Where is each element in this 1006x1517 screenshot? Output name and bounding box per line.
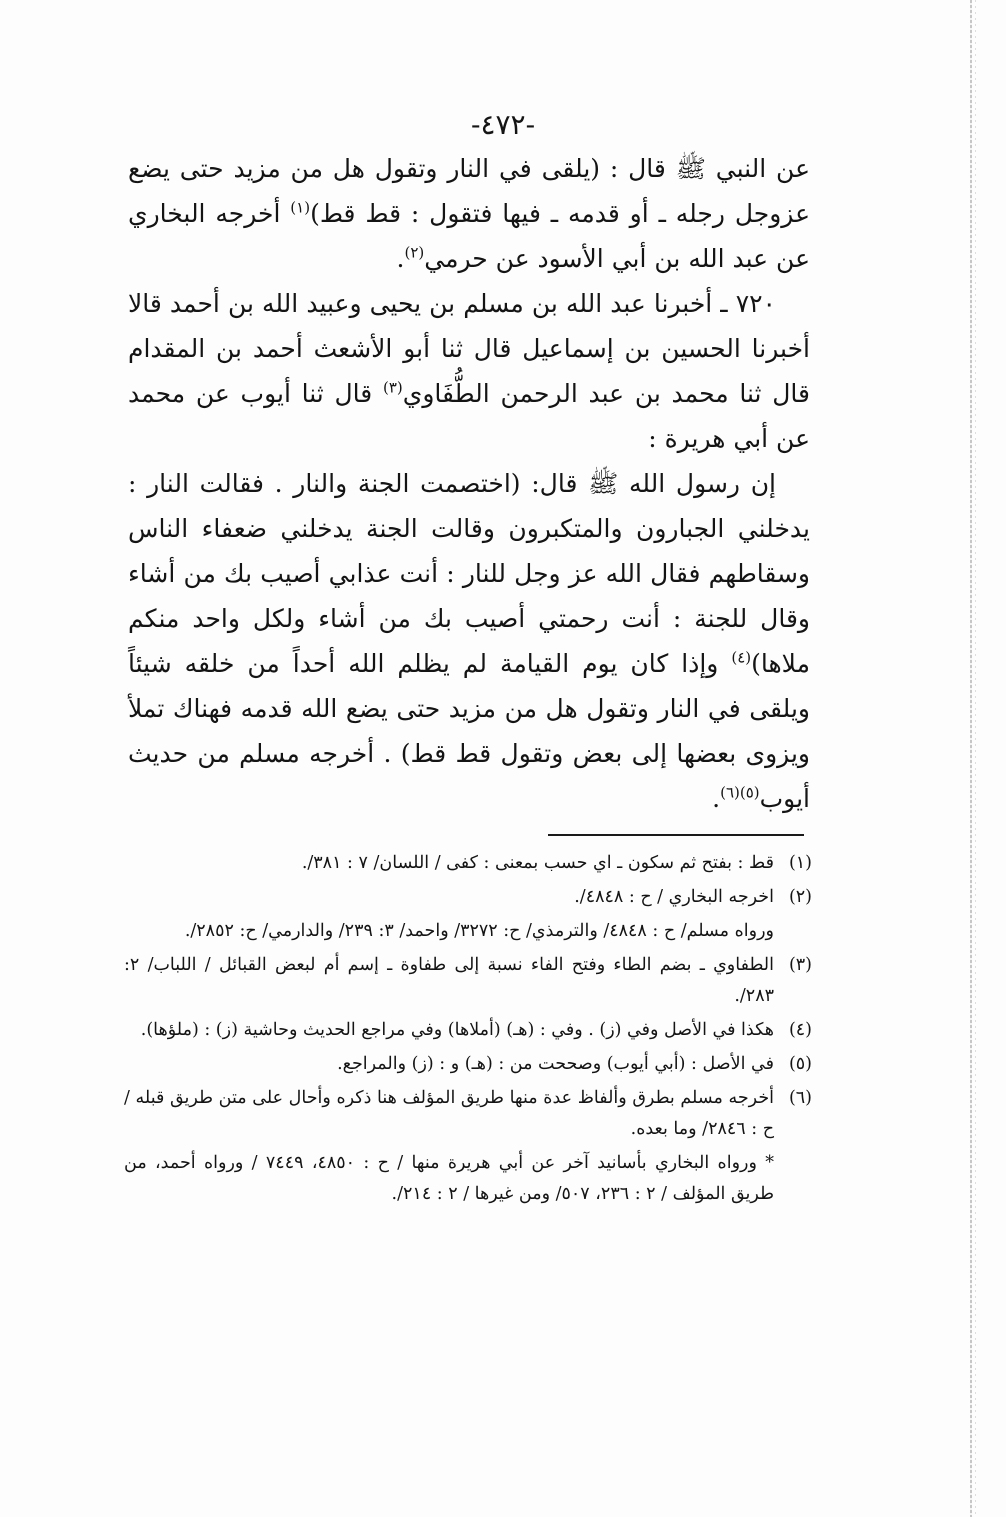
footnote-ref-5[interactable]: (٥) [739,783,760,802]
footnote-separator [548,834,804,836]
footnote-6-text: أخرجه مسلم بطرق وألفاظ عدة منها طريق المؤلف هنا ذكره وأحال على متن طريق قبله / ح : ٢٨٤٦/ وما بعده. [124,1088,774,1139]
footnote-3-number: (٣) [788,955,812,975]
footnote-3-text: الطفاوي ـ بضم الطاء وفتح الفاء نسبة إلى طفاوة ـ إسم أم لبعض القبائل / اللباب/ ٢: ٢٨٣/. [124,955,774,1006]
scan-edge-line [970,0,972,1517]
footnote-ref-1[interactable]: (١) [290,198,311,217]
paragraph-3-end: . [712,784,721,813]
footnote-ref-3[interactable]: (٣) [382,378,403,397]
footnote-3 [124,950,812,1012]
paragraph-1-end: . [396,244,405,273]
footnote-ref-2[interactable]: (٢) [404,243,425,262]
footnote-2-continuation: ورواه مسلم/ ح : ٤٨٤٨/ والترمذي/ ح: ٣٢٧٢/ واحمد/ ٣: ٢٣٩/ والدارمي/ ح: ٢٨٥٢/. [184,921,774,941]
paragraph-3-text-a: إن رسول الله ﷺ قال: (اختصمت الجنة والنار . فقالت النار : يدخلني الجبارون والمتكبرون وقالت الجنة يدخلني ضعفاء الناس وسقاطهم فقال الله عز وجل للنار : أنت عذابي أصيب بك من أشاء وقال للجنة : أنت رحمتي أصيب بك من أشاء ولكل واحد منكم ملاها) [128,469,810,678]
paragraph-1-text-b: أخرجه البخاري عن عبد الله بن أبي الأسود عن حرمي [128,199,810,273]
footnote-5-text: في الأصل : (أبي أيوب) وصححت من : (هـ) و : (ز) والمراجع. [337,1054,774,1074]
footnote-2 [124,882,812,913]
footnote-6-number: (٦) [788,1088,812,1108]
paragraph-1-text-a: عن النبي ﷺ قال : (يلقى في النار وتقول هل من مزيد حتى يضع عزوجل رجله ـ أو قدمه ـ فيها فتقول : قط قط) [128,154,810,228]
footnote-1-text: قط : بفتح ثم سكون ـ اي حسب بمعنى : كفى / اللسان/ ٧ : ٣٨١/. [301,853,774,873]
paragraph-3-text-b: وإذا كان يوم القيامة لم يظلم الله أحداً من خلقه شيئاً ويلقى في النار وتقول هل من مزيد حتى يضع الله قدمه فهناك تملأ ويزوى بعضها إلى بعض وتقول قط قط) . أخرجه مسلم من حديث أيوب [128,649,810,813]
paragraph-3 [128,461,810,821]
footnote-5 [124,1049,812,1080]
paragraph-2-text-b: قال ثنا أيوب عن محمد عن أبي هريرة : [128,379,810,453]
footnote-ref-6[interactable]: (٦) [720,783,740,802]
footnote-ref-4[interactable]: (٤) [731,648,752,667]
scan-edge-line-secondary [975,0,976,1517]
paragraph-2 [128,281,810,461]
footnote-2-number: (٢) [788,887,812,907]
footnote-4-number: (٤) [788,1020,812,1040]
footnote-1 [124,848,812,879]
paragraph-1 [128,146,810,281]
page-number: -٤٧٢- [470,108,536,141]
footnote-1-number: (١) [788,853,812,873]
footnote-6 [124,1083,812,1145]
paragraph-2-text-a: ٧٢٠ ـ أخبرنا عبد الله بن مسلم بن يحيى وعبيد الله بن أحمد قالا أخبرنا الحسين بن إسماعيل قال ثنا أبو الأشعث أحمد بن المقدام قال ثنا محمد بن عبد الرحمن الطُّفَاوي [128,289,810,408]
footnotes [124,848,812,1213]
footnote-6-continuation: * ورواه البخاري بأسانيد آخر عن أبي هريرة منها / ح : ٤٨٥٠، ٧٤٤٩ / ورواه أحمد، من طريق المؤلف / ٢ : ٢٣٦، ٥٠٧/ ومن غيرها / ٢ : ٢١٤/. [124,1153,775,1204]
footnote-2-text: اخرجه البخاري / ح : ٤٨٤٨/. [574,887,774,907]
footnote-5-number: (٥) [788,1054,812,1074]
footnote-4-text: هكذا في الأصل وفي (ز) . وفي : (هـ) (أملاها) وفي مراجع الحديث وحاشية (ز) : (ملؤها). [140,1020,774,1040]
main-text [128,146,810,821]
footnote-4 [124,1015,812,1046]
